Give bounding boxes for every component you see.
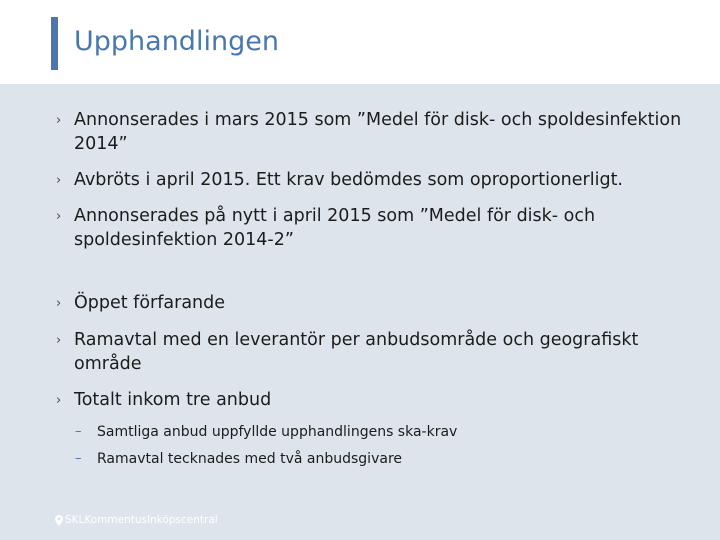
sub-bullet-text: Samtliga anbud uppfyllde upphandlingens ska-krav: [97, 424, 458, 440]
sub-bullet-dash-icon: –: [75, 424, 82, 439]
bullet-arrow-icon: ›: [56, 173, 62, 188]
bullet-text: Öppet förfarande: [74, 293, 226, 313]
slide-title: Upphandlingen: [74, 26, 279, 57]
sub-bullet-dash-icon: –: [75, 451, 82, 466]
slide-footer: [0, 496, 720, 540]
bullet-text: Ramavtal med en leverantör per anbudsområde och geografiskt område: [74, 330, 639, 374]
bullet-arrow-icon: ›: [56, 113, 62, 128]
title-accent-bar: [51, 17, 58, 70]
bullet-text: Annonserades i mars 2015 som ”Medel för disk- och spoldesinfektion 2014”: [74, 110, 682, 154]
footer-logo: [55, 514, 218, 526]
footer-logo-text: SKLKommentusInköpscentral: [65, 514, 218, 526]
slide-header: [0, 0, 720, 84]
bullet-text: Annonserades på nytt i april 2015 som ”Medel för disk- och spoldesinfektion 2014-2”: [74, 206, 596, 250]
sub-bullet-text: Ramavtal tecknades med två anbudsgivare: [97, 451, 402, 467]
slide-content: [0, 84, 720, 496]
location-pin-icon: [55, 515, 63, 526]
bullet-arrow-icon: ›: [56, 393, 62, 408]
bullet-text: Totalt inkom tre anbud: [74, 390, 272, 410]
bullet-arrow-icon: ›: [56, 296, 62, 311]
bullet-text: Avbröts i april 2015. Ett krav bedömdes som oproportionerligt.: [74, 170, 623, 190]
bullet-arrow-icon: ›: [56, 333, 62, 348]
bullet-arrow-icon: ›: [56, 209, 62, 224]
